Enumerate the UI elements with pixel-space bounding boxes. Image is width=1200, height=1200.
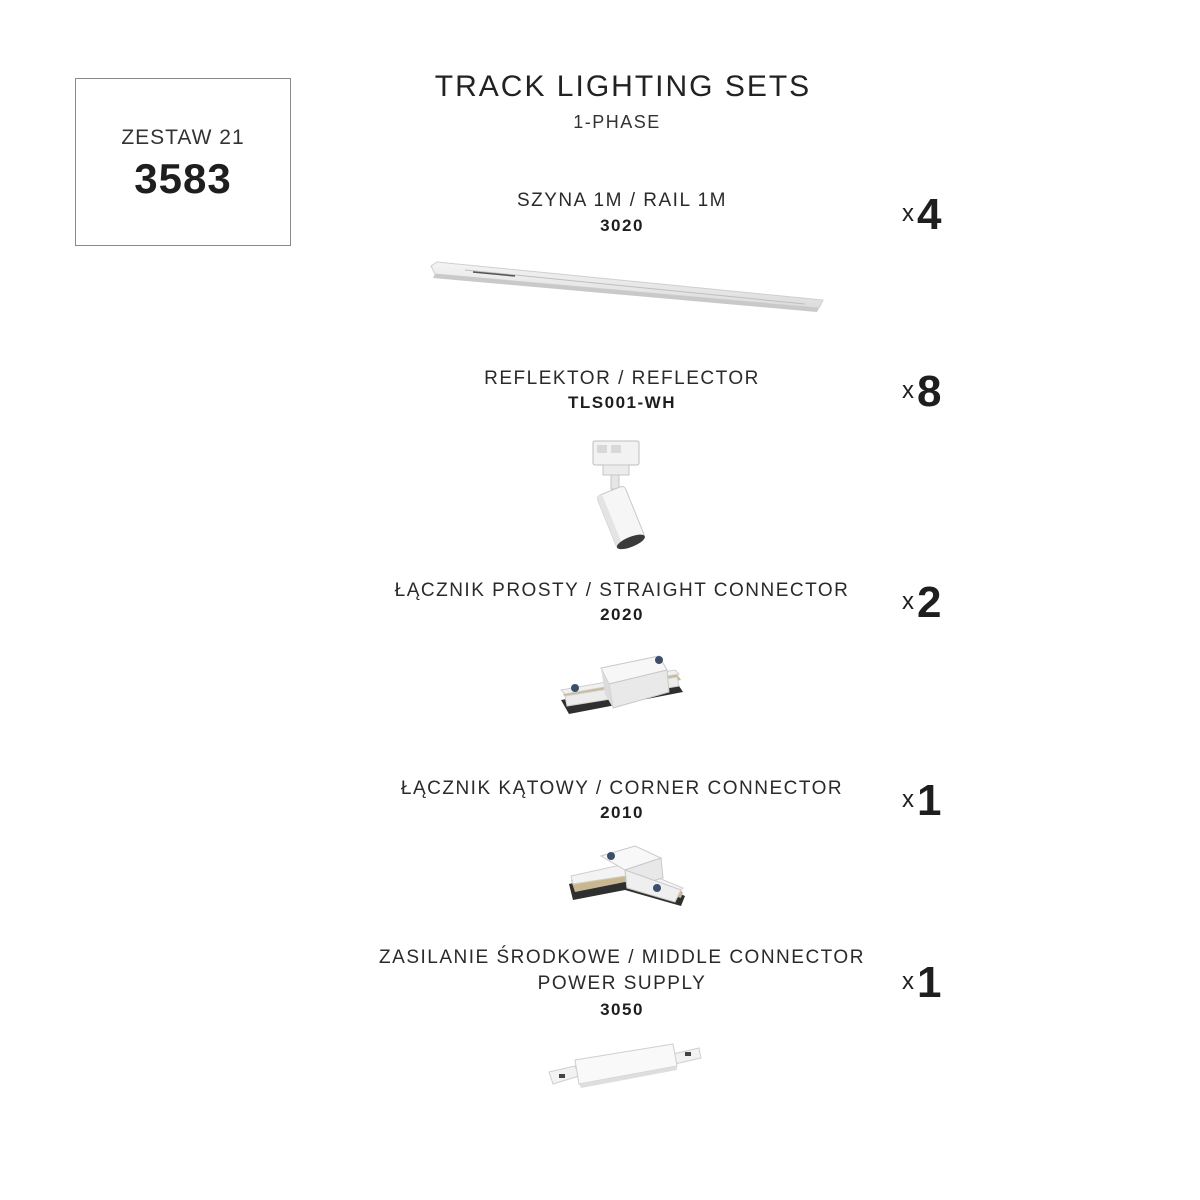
qty-rail: x4 <box>902 190 942 239</box>
item-name-power-supply-line1: ZASILANIE ŚRODKOWE / MIDDLE CONNECTOR <box>379 947 865 968</box>
qty-power-supply: x1 <box>902 958 942 1007</box>
qty-straight-connector: x2 <box>902 578 942 627</box>
qty-reflector: x8 <box>902 367 942 416</box>
straight-connector-icon <box>555 650 690 730</box>
set-number: 3583 <box>134 155 232 202</box>
corner-connector-icon <box>565 840 690 915</box>
item-name-corner-connector: ŁĄCZNIK KĄTOWY / CORNER CONNECTOR <box>400 778 844 799</box>
qty-corner-connector: x1 <box>902 776 942 825</box>
page-subtitle: 1-PHASE <box>573 112 661 132</box>
page-title: TRACK LIGHTING SETS <box>434 70 812 103</box>
item-code-power-supply: 3050 <box>600 1000 644 1019</box>
track-rail-icon <box>425 258 825 318</box>
item-name-straight-connector: ŁĄCZNIK PROSTY / STRAIGHT CONNECTOR <box>394 580 850 601</box>
item-name-power-supply-line2: POWER SUPPLY <box>537 973 707 994</box>
item-code-reflector: TLS001-WH <box>568 393 676 412</box>
item-name-rail: SZYNA 1M / RAIL 1M <box>516 190 727 211</box>
power-supply-connector-icon <box>545 1040 705 1095</box>
set-label: ZESTAW 21 <box>121 126 245 149</box>
spotlight-icon <box>575 435 665 553</box>
item-code-corner-connector: 2010 <box>600 803 644 822</box>
item-code-rail: 3020 <box>600 216 644 235</box>
item-name-reflector: REFLEKTOR / REFLECTOR <box>484 368 760 389</box>
item-code-straight-connector: 2020 <box>600 605 644 624</box>
